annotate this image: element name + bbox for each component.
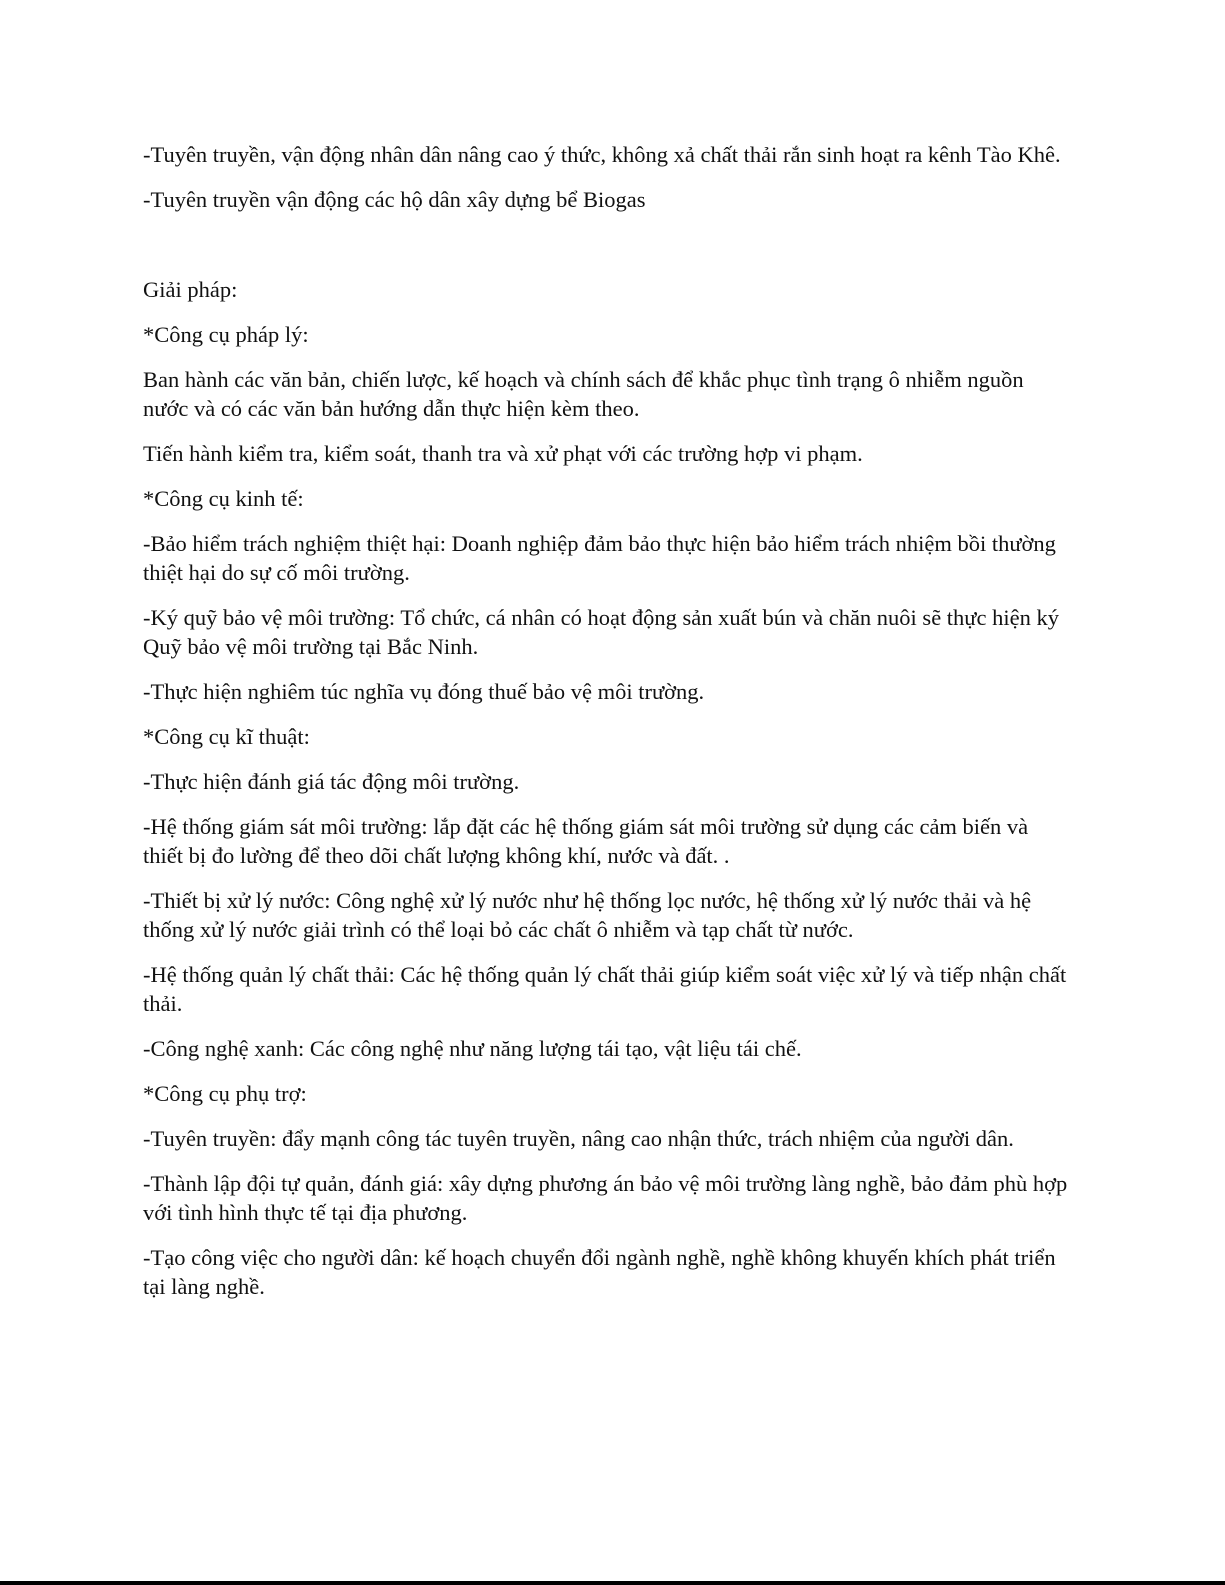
heading-technical-tools: *Công cụ kĩ thuật: [143,724,310,749]
paragraph-self-management-team: -Thành lập đội tự quản, đánh giá: xây dựng phương án bảo vệ môi trường làng nghề, bảo đảm phù hợp với tình hình thực tế tại địa phương. [143,1171,1068,1225]
heading-support-tools: *Công cụ phụ trợ: [143,1081,307,1106]
paragraph-impact-assessment: -Thực hiện đánh giá tác động môi trường. [143,769,520,794]
paragraph-environment-deposit: -Ký quỹ bảo vệ môi trường: Tổ chức, cá nhân có hoạt động sản xuất bún và chăn nuôi sẽ thực hiện ký Quỹ bảo vệ môi trường tại Bắc Ninh. [143,605,1059,659]
paragraph-job-creation: -Tạo công việc cho người dân: kế hoạch chuyển đổi ngành nghề, nghề không khuyến khích phát triển tại làng nghề. [143,1245,1056,1299]
page-bottom-border [0,1581,1225,1585]
paragraph-damage-insurance: -Bảo hiểm trách nghiệm thiệt hại: Doanh nghiệp đảm bảo thực hiện bảo hiểm trách nhiệm bồi thường thiệt hại do sự cố môi trường. [143,531,1056,585]
paragraph-green-technology: -Công nghệ xanh: Các công nghệ như năng lượng tái tạo, vật liệu tái chế. [143,1036,802,1061]
paragraph-water-treatment: -Thiết bị xử lý nước: Công nghệ xử lý nước như hệ thống lọc nước, hệ thống xử lý nước thải và hệ thống xử lý nước giải trình có thể loại bỏ các chất ô nhiễm và tạp chất từ nước. [143,888,1032,942]
paragraph-environment-tax: -Thực hiện nghiêm túc nghĩa vụ đóng thuế bảo vệ môi trường. [143,679,705,704]
document-body [143,140,1073,1317]
heading-solutions: Giải pháp: [143,277,238,302]
paragraph-propaganda-biogas: -Tuyên truyền vận động các hộ dân xây dựng bể Biogas [143,187,646,212]
paragraph-issue-documents: Ban hành các văn bản, chiến lược, kế hoạch và chính sách để khắc phục tình trạng ô nhiễm nguồn nước và có các văn bản hướng dẫn thực hiện kèm theo. [143,367,1024,421]
paragraph-propaganda-waste: -Tuyên truyền, vận động nhân dân nâng cao ý thức, không xả chất thải rắn sinh hoạt ra kênh Tào Khê. [143,142,1061,167]
paragraph-awareness: -Tuyên truyền: đẩy mạnh công tác tuyên truyền, nâng cao nhận thức, trách nhiệm của người dân. [143,1126,1014,1151]
heading-economic-tools: *Công cụ kinh tế: [143,486,304,511]
paragraph-inspection: Tiến hành kiểm tra, kiểm soát, thanh tra và xử phạt với các trường hợp vi phạm. [143,441,863,466]
paragraph-waste-management: -Hệ thống quản lý chất thải: Các hệ thống quản lý chất thải giúp kiểm soát việc xử lý và tiếp nhận chất thải. [143,962,1067,1016]
paragraph-monitoring-system: -Hệ thống giám sát môi trường: lắp đặt các hệ thống giám sát môi trường sử dụng các cảm biến và thiết bị đo lường để theo dõi chất lượng không khí, nước và đất. . [143,814,1029,868]
heading-legal-tools: *Công cụ pháp lý: [143,322,309,347]
